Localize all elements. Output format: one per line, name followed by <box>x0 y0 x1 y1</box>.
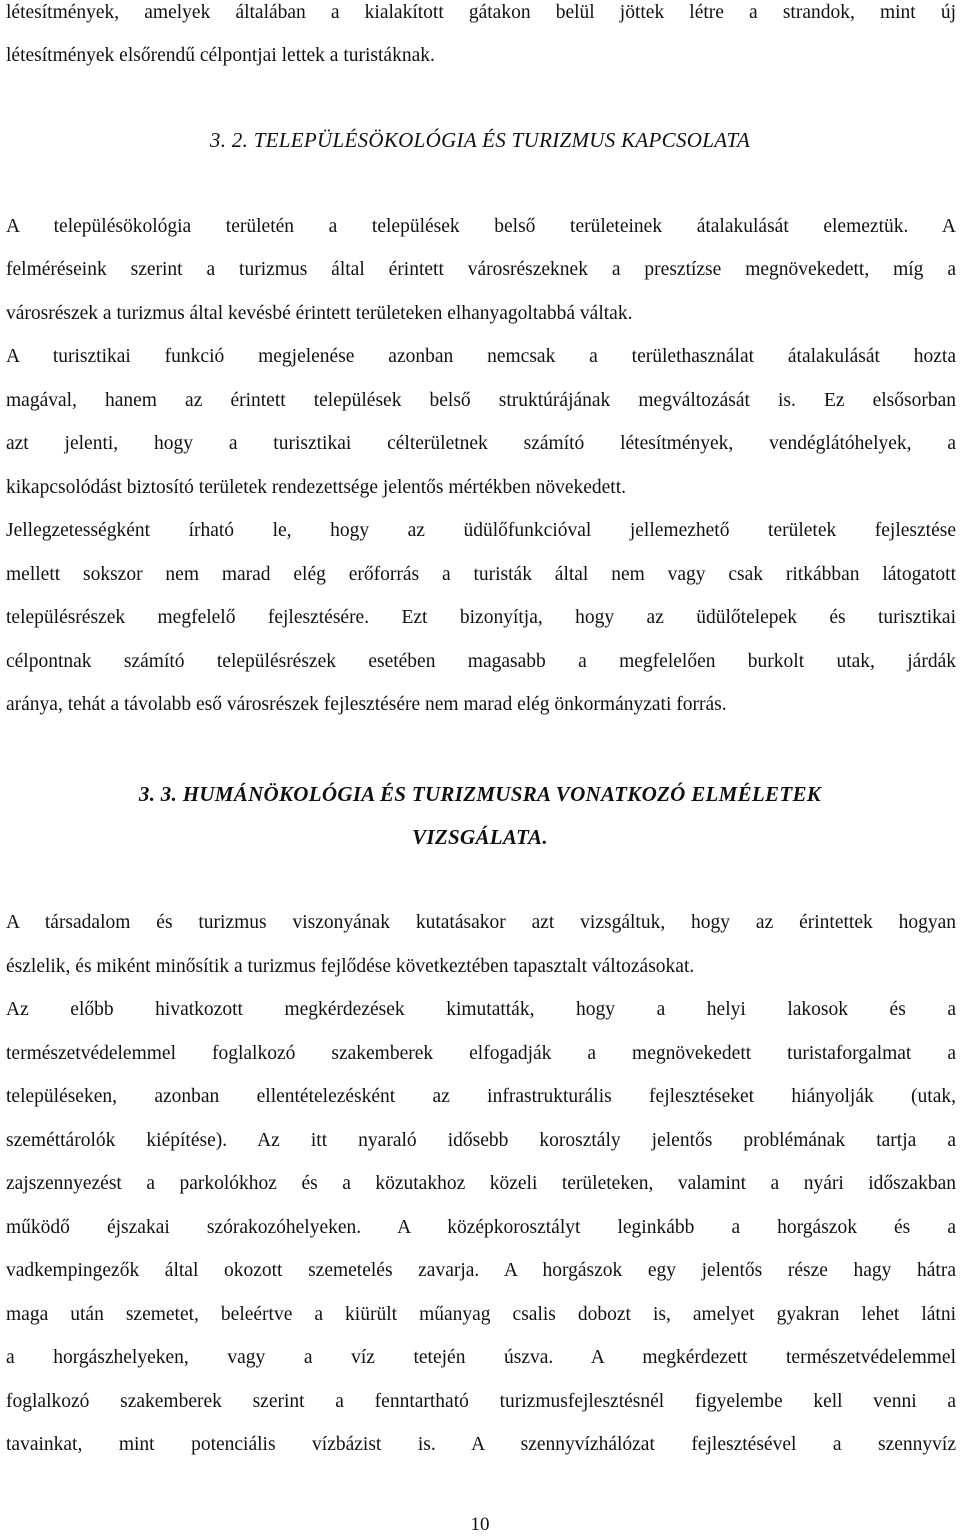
body-text-line: vadkempingezők által okozott szemetelés zavarja. A horgászok egy jelentős része hagy hátra <box>6 1260 956 1281</box>
body-text-line: természetvédelemmel foglalkozó szakemberek elfogadják a megnövekedett turistaforgalmat a <box>6 1043 956 1064</box>
page-number: 10 <box>470 1514 490 1535</box>
body-text-line: létesítmények elsőrendű célpontjai lettek a turistáknak. <box>6 45 435 66</box>
body-text-line: A turisztikai funkció megjelenése azonban nemcsak a területhasználat átalakulását hozta <box>6 346 956 367</box>
body-text-line: azt jelenti, hogy a turisztikai célterületnek számító létesítmények, vendéglátóhelyek, a <box>6 433 956 454</box>
section-heading-3-3: 3. 3. HUMÁNÖKOLÓGIA ÉS TURIZMUSRA VONATKOZÓ ELMÉLETEK <box>138 782 822 806</box>
body-text-line: maga után szemetet, beleértve a kiürült műanyag csalis dobozt is, amelyet gyakran lehet látni <box>6 1304 956 1325</box>
body-text-line: A társadalom és turizmus viszonyának kutatásakor azt vizsgáltuk, hogy az érintettek hogyan <box>6 912 956 933</box>
body-text-line: mellett sokszor nem marad elég erőforrás a turisták által nem vagy csak ritkábban látogatott <box>6 564 956 585</box>
body-text-line: A településökológia területén a települések belső területeinek átalakulását elemeztük. A <box>6 216 956 237</box>
body-text-line: városrészek a turizmus által kevésbé érintett területeken elhanyagoltabbá váltak. <box>6 303 633 324</box>
body-text-line: magával, hanem az érintett települések belső struktúrájának megváltozását is. Ez elsősorban <box>6 390 956 411</box>
body-text-line: szeméttárolók kiépítése). Az itt nyaraló idősebb korosztály jelentős problémának tartja a <box>6 1130 956 1151</box>
body-text-line: foglalkozó szakemberek szerint a fenntartható turizmusfejlesztésnél figyelembe kell venni a <box>6 1391 956 1412</box>
body-text-line: településeken, azonban ellentételezésként az infrastrukturális fejlesztéseket hiányolják (utak, <box>6 1086 956 1107</box>
section-heading-3-3-continued: VIZSGÁLATA. <box>412 825 548 849</box>
body-text-line: kikapcsolódást biztosító területek rendezettsége jelentős mértékben növekedett. <box>6 477 626 498</box>
body-text-line: felméréseink szerint a turizmus által érintett városrészeknek a presztízse megnövekedett, míg a <box>6 259 956 280</box>
body-text-line: zajszennyezést a parkolókhoz és a közutakhoz közeli területeken, valamint a nyári időszakban <box>6 1173 956 1194</box>
body-text-line: célpontnak számító településrészek esetében magasabb a megfelelően burkolt utak, járdák <box>6 651 956 672</box>
section-heading-3-2: 3. 2. TELEPÜLÉSÖKOLÓGIA ÉS TURIZMUS KAPCSOLATA <box>209 128 751 152</box>
body-text-line: Az előbb hivatkozott megkérdezések kimutatták, hogy a helyi lakosok és a <box>6 999 956 1020</box>
body-text-line: településrészek megfelelő fejlesztésére. Ezt bizonyítja, hogy az üdülőtelepek és turisztikai <box>6 607 956 628</box>
body-text-line: létesítmények, amelyek általában a kialakított gátakon belül jöttek létre a strandok, mint új <box>6 2 956 23</box>
body-text-line: tavainkat, mint potenciális vízbázist is. A szennyvízhálózat fejlesztésével a szennyvíz <box>6 1434 956 1455</box>
body-text-line: aránya, tehát a távolabb eső városrészek fejlesztésére nem marad elég önkormányzati forrás. <box>6 694 727 715</box>
body-text-line: Jellegzetességként írható le, hogy az üdülőfunkcióval jellemezhető területek fejlesztése <box>6 520 956 541</box>
body-text-line: észlelik, és miként minősítik a turizmus fejlődése következtében tapasztalt változásokat. <box>6 956 695 977</box>
body-text-line: működő éjszakai szórakozóhelyeken. A középkorosztályt leginkább a horgászok és a <box>6 1217 956 1238</box>
body-text-line: a horgászhelyeken, vagy a víz tetején úszva. A megkérdezett természetvédelemmel <box>6 1347 956 1368</box>
